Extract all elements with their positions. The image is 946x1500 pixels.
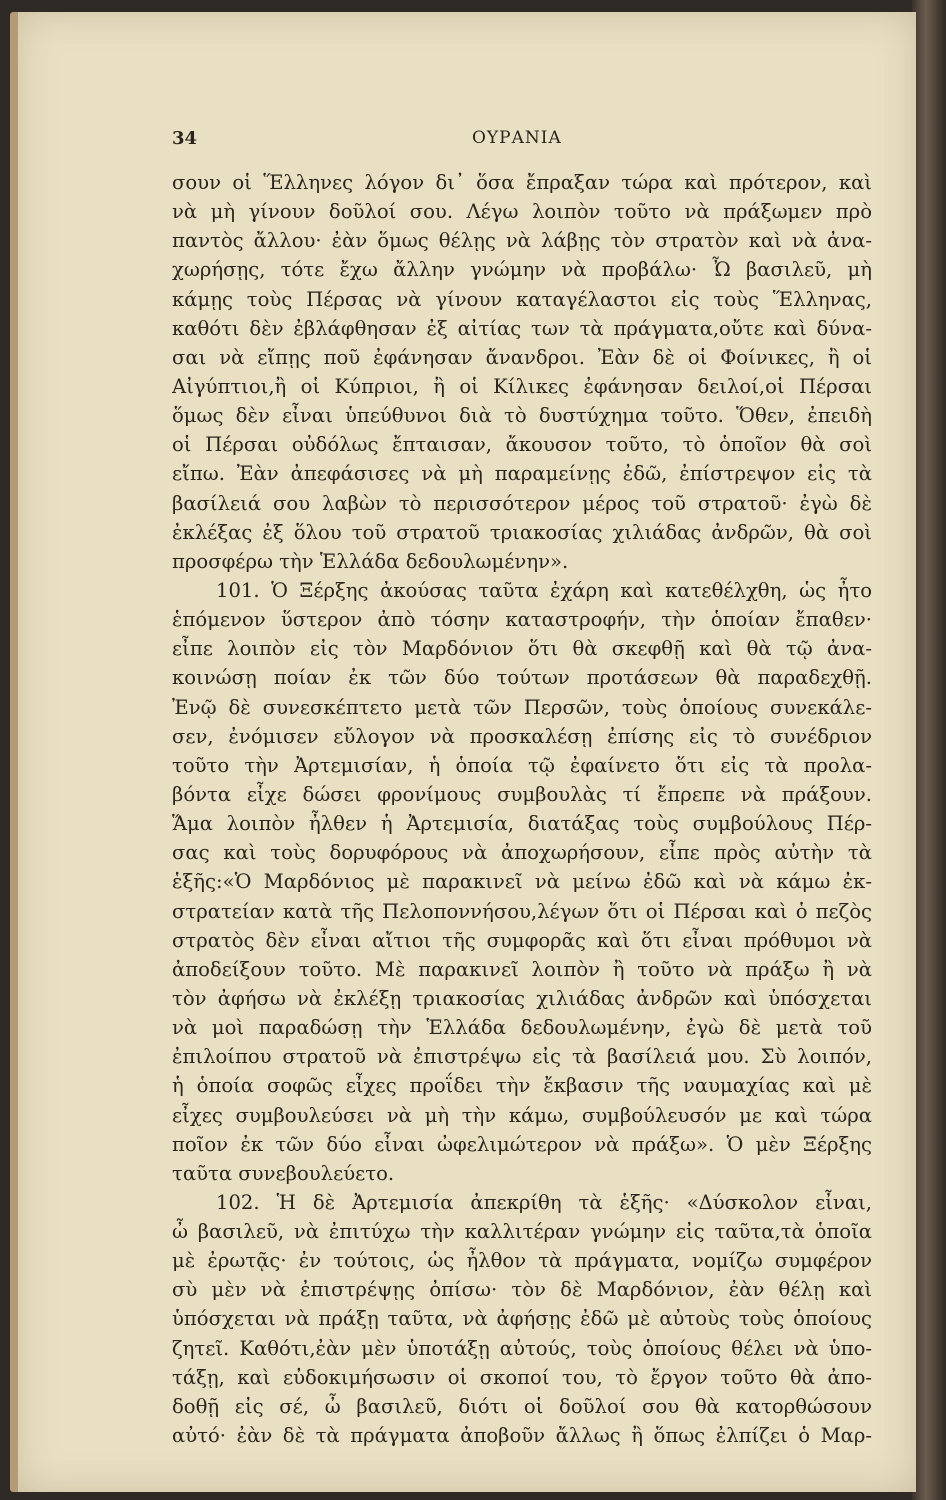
text-line: προσφέρω τὴν Ἑλλάδα δεδουλωμένην».: [172, 549, 569, 573]
text-line: αὐτό· ἐὰν δὲ τὰ πράγματα ἀποβοῦν ἄλλως ἢ ὅπως ἐλπίζει ὁ Μαρ-: [172, 1424, 872, 1448]
book-spine: [912, 0, 946, 1500]
text-line: εἶχες συμβουλεύσει νὰ μὴ τὴν κάμω, συμβούλευσόν με καὶ τώρα: [172, 1103, 872, 1127]
text-line: ταῦτα συνεβουλεύετο.: [172, 1161, 395, 1185]
text-line: σουν οἱ Ἕλληνες λόγον δι᾽ ὅσα ἔπραξαν τώρα καὶ πρότερον, καὶ: [172, 171, 872, 194]
text-line: σεν, ἐνόμισεν εὔλογον νὰ προσκαλέσῃ ἐπίσης εἰς τὸ συνέδριον: [172, 724, 872, 748]
body-text: [172, 168, 872, 1450]
text-line: στρατείαν κατὰ τῆς Πελοποννήσου,λέγων ὅτι οἱ Πέρσαι καὶ ὁ πεζὸς: [172, 899, 872, 923]
text-line: Αἰγύπτιοι,ἢ οἱ Κύπριοι, ἢ οἱ Κίλικες ἐφάνησαν δειλοί,οἱ Πέρσαι: [172, 374, 872, 398]
text-line: ὅμως δὲν εἶναι ὑπεύθυνοι διὰ τὸ δυστύχημα τοῦτο. Ὅθεν, ἐπειδὴ: [172, 404, 872, 428]
text-line: εἶπε λοιπὸν εἰς τὸν Μαρδόνιον ὅτι θὰ σκεφθῇ καὶ θὰ τῷ ἀνα-: [172, 637, 872, 661]
text-line: Ἐνῷ δὲ συνεσκέπτετο μετὰ τῶν Περσῶν, τοὺς ὁποίους συνεκάλε-: [172, 695, 872, 719]
page-number: 34: [172, 128, 198, 149]
running-head: ΟΥΡΑΝΙΑ: [472, 128, 562, 148]
text-line: ὦ βασιλεῦ, νὰ ἐπιτύχω τὴν καλλιτέραν γνώμην εἰς ταῦτα,τὰ ὁποῖα: [172, 1220, 872, 1244]
text-line: τοῦτο τὴν Ἀρτεμισίαν, ἡ ὁποία τῷ ἐφαίνετο ὅτι εἰς τὰ προλα-: [172, 753, 872, 777]
text-line: μὲ ἐρωτᾷς· ἐν τούτοις, ὡς ἦλθον τὰ πράγματα, νομίζω συμφέρον: [172, 1249, 872, 1273]
text-line: ἀποδείξουν τοῦτο. Μὲ παρακινεῖ λοιπὸν ἢ τοῦτο νὰ πράξω ἢ νὰ: [172, 957, 872, 981]
text-line: τάξῃ, καὶ εὐδοκιμήσωσιν οἱ σκοποί του, τὸ ἔργον τοῦτο θὰ ἀπο-: [172, 1365, 872, 1389]
text-line: ἑξῆς:«Ὁ Μαρδόνιος μὲ παρακινεῖ νὰ μείνω ἐδῶ καὶ νὰ κάμω ἐκ-: [172, 870, 872, 894]
text-line: στρατὸς δὲν εἶναι αἴτιοι τῆς συμφορᾶς καὶ ὅτι εἶναι πρόθυμοι νὰ: [172, 928, 872, 952]
text-line: ἑπόμενον ὕστερον ἀπὸ τόσην καταστροφήν, τὴν ὁποίαν ἔπαθεν·: [172, 608, 872, 632]
text-line: Ἅμα λοιπὸν ἦλθεν ἡ Ἀρτεμισία, διατάξας τοὺς συμβούλους Πέρ-: [172, 812, 872, 836]
text-line: νὰ μὴ γίνουν δοῦλοί σου. Λέγω λοιπὸν τοῦτο νὰ πράξωμεν πρὸ: [172, 200, 872, 224]
text-line: ἐπιλοίπου στρατοῦ νὰ ἐπιστρέψω εἰς τὰ βασίλειά μου. Σὺ λοιπόν,: [172, 1045, 872, 1069]
text-line: παντὸς ἄλλου· ἐὰν ὅμως θέλῃς νὰ λάβῃς τὸν στρατὸν καὶ νὰ ἀνα-: [172, 229, 872, 253]
text-line: σας καὶ τοὺς δορυφόρους νὰ ἀποχωρήσουν, εἶπε πρὸς αὐτὴν τὰ: [172, 841, 872, 865]
text-line: οἱ Πέρσαι οὐδόλως ἔπταισαν, ἄκουσον τοῦτο, τὸ ὁποῖον θὰ σοὶ: [172, 433, 872, 457]
text-line: καθότι δὲν ἐβλάφθησαν ἐξ αἰτίας των τὰ πράγματα,οὔτε καὶ δύνα-: [172, 316, 872, 340]
text-line: βασίλειά σου λαβὼν τὸ περισσότερον μέρος τοῦ στρατοῦ· ἐγὼ δὲ: [172, 491, 872, 515]
text-line: κοινώσῃ ποίαν ἐκ τῶν δύο τούτων προτάσεων θὰ παραδεχθῇ.: [172, 666, 872, 690]
paragraph-102-start: 102. Ἡ δὲ Ἀρτεμισία ἀπεκρίθη τὰ ἑξῆς· «Δύσκολον εἶναι,: [216, 1190, 872, 1214]
text-line: κάμῃς τοὺς Πέρσας νὰ γίνουν καταγέλαστοι εἰς τοὺς Ἕλληνας,: [172, 287, 872, 311]
text-line: τὸν ἀφήσω νὰ ἐκλέξῃ τριακοσίας χιλιάδας ἀνδρῶν καὶ ὑπόσχεται: [172, 986, 872, 1010]
page-header: [172, 128, 872, 154]
text-line: ποῖον ἐκ τῶν δύο εἶναι ὠφελιμώτερον νὰ πράξω». Ὁ μὲν Ξέρξης: [172, 1132, 872, 1156]
text-line: σὺ μὲν νὰ ἐπιστρέψῃς ὀπίσω· τὸν δὲ Μαρδόνιον, ἐὰν θέλῃ καὶ: [172, 1278, 872, 1302]
text-line: εἴπω. Ἐὰν ἀπεφάσισες νὰ μὴ παραμείνῃς ἐδῶ, ἐπίστρεψον εἰς τὰ: [172, 462, 872, 486]
text-line: ἐκλέξας ἐξ ὅλου τοῦ στρατοῦ τριακοσίας χιλιάδας ἀνδρῶν, θὰ σοὶ: [172, 520, 872, 544]
text-line: ἡ ὁποία σοφῶς εἶχες προΐδει τὴν ἔκβασιν τῆς ναυμαχίας καὶ μὲ: [172, 1074, 872, 1098]
text-line: χωρήσῃς, τότε ἔχω ἄλλην γνώμην νὰ προβάλω· Ὦ βασιλεῦ, μὴ: [172, 258, 872, 282]
text-line: νὰ μοὶ παραδώσῃ τὴν Ἑλλάδα δεδουλωμένην, ἐγὼ δὲ μετὰ τοῦ: [172, 1016, 872, 1040]
text-line: σαι νὰ εἴπῃς ποῦ ἐφάνησαν ἄνανδροι. Ἐὰν δὲ οἱ Φοίνικες, ἢ οἱ: [172, 345, 872, 369]
text-line: ζητεῖ. Καθότι,ἐὰν μὲν ὑποτάξῃ αὐτούς, τοὺς ὁποίους θέλει νὰ ὑπο-: [172, 1336, 872, 1360]
text-line: δοθῇ εἰς σέ, ὦ βασιλεῦ, διότι οἱ δοῦλοί σου θὰ κατορθώσουν: [172, 1394, 872, 1418]
text-line: ὑπόσχεται νὰ πράξῃ ταῦτα, νὰ ἀφήσῃς ἐδῶ μὲ αὐτοὺς τοὺς ὁποίους: [172, 1307, 872, 1331]
text-line: βόντα εἶχε δώσει φρονίμους συμβουλὰς τί ἔπρεπε νὰ πράξουν.: [172, 782, 872, 806]
paragraph-101-start: 101. Ὁ Ξέρξης ἀκούσας ταῦτα ἐχάρη καὶ κατεθέλχθη, ὡς ἦτο: [216, 578, 872, 602]
